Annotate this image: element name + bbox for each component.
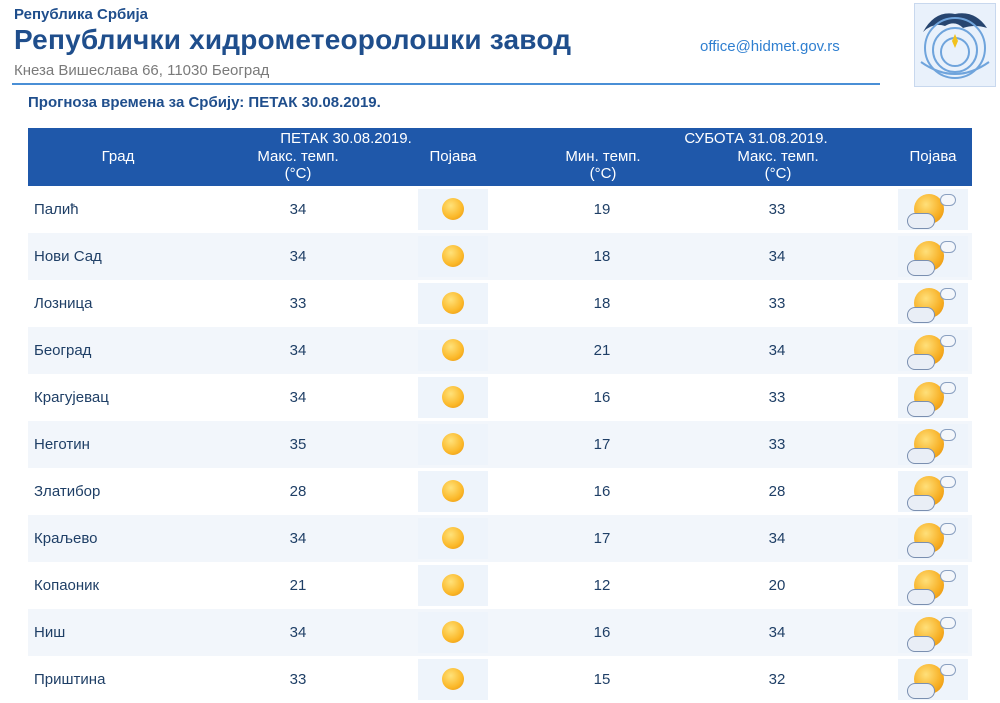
day1-header: ПЕТАК 30.08.2019. (280, 130, 412, 147)
sun-icon (442, 668, 464, 690)
day2-min-temp: 18 (593, 295, 611, 312)
day2-min-temp: 16 (593, 389, 611, 406)
sun-icon (442, 480, 464, 502)
day1-max-temp: 35 (289, 436, 307, 453)
sun-icon (442, 339, 464, 361)
table-row (28, 374, 972, 421)
city-name: Београд (34, 342, 92, 359)
table-row (28, 562, 972, 609)
day1-phenomenon (418, 471, 488, 512)
table-body (28, 186, 972, 703)
day1-max-temp: 34 (289, 342, 307, 359)
forecast-table (28, 128, 972, 703)
day1-max-temp: 33 (289, 671, 307, 688)
day2-phenomenon (898, 189, 968, 230)
logo-icon (915, 4, 995, 86)
table-row (28, 421, 972, 468)
day2-min-unit: (°C) (589, 165, 617, 182)
day2-min-temp: 17 (593, 530, 611, 547)
day1-max-temp: 34 (289, 389, 307, 406)
city-name: Неготин (34, 436, 90, 453)
day1-max-header (228, 148, 368, 182)
day1-phenomenon (418, 330, 488, 371)
day2-phenomenon (898, 565, 968, 606)
day2-max-temp: 33 (768, 389, 786, 406)
col-city-header: Град (101, 148, 135, 165)
day2-phenomenon (898, 283, 968, 324)
day2-min-temp: 16 (593, 624, 611, 641)
day2-min-temp: 19 (593, 201, 611, 218)
day1-max-label: Макс. темп. (257, 148, 339, 165)
table-row (28, 233, 972, 280)
day2-max-temp: 33 (768, 436, 786, 453)
table-row (28, 327, 972, 374)
day1-max-temp: 34 (289, 248, 307, 265)
forecast-title: Прогноза времена за Србију: ПЕТАК 30.08.2019. (28, 94, 381, 111)
day2-phenomenon (898, 659, 968, 700)
table-row (28, 468, 972, 515)
header-divider (12, 83, 880, 85)
table-header (28, 128, 972, 186)
day1-phenomenon (418, 565, 488, 606)
city-name: Приштина (34, 671, 106, 688)
city-name: Нови Сад (34, 248, 102, 265)
day2-min-temp: 15 (593, 671, 611, 688)
day1-phenomenon (418, 659, 488, 700)
day2-phenomenon (898, 377, 968, 418)
header-republic: Република Србија (14, 6, 149, 23)
rhmz-logo (914, 3, 996, 87)
day1-max-temp: 34 (289, 530, 307, 547)
city-name: Краљево (34, 530, 98, 547)
day1-max-temp: 34 (289, 201, 307, 218)
day2-min-temp: 17 (593, 436, 611, 453)
day2-max-temp: 34 (768, 342, 786, 359)
city-name: Златибор (34, 483, 101, 500)
table-row (28, 186, 972, 233)
table-row (28, 609, 972, 656)
day1-max-temp: 21 (289, 577, 307, 594)
day2-phenomenon (898, 424, 968, 465)
city-name: Лозница (34, 295, 93, 312)
city-name: Палић (34, 201, 79, 218)
day2-phenomenon (898, 612, 968, 653)
day2-min-temp: 12 (593, 577, 611, 594)
day1-phenomenon-header: Појава (429, 148, 477, 165)
day2-phenomenon (898, 330, 968, 371)
sun-icon (442, 245, 464, 267)
day2-max-temp: 32 (768, 671, 786, 688)
table-row (28, 656, 972, 703)
sun-icon (442, 386, 464, 408)
day1-phenomenon (418, 189, 488, 230)
sun-icon (442, 527, 464, 549)
page-title: Републички хидрометеоролошки завод (14, 24, 572, 55)
day2-max-temp: 33 (768, 201, 786, 218)
sun-icon (442, 292, 464, 314)
day1-phenomenon (418, 612, 488, 653)
day1-max-temp: 28 (289, 483, 307, 500)
day1-phenomenon (418, 283, 488, 324)
sun-icon (442, 433, 464, 455)
day1-max-unit: (°C) (284, 165, 312, 182)
sun-icon (442, 198, 464, 220)
day2-min-label: Мин. темп. (565, 148, 641, 165)
day1-phenomenon (418, 377, 488, 418)
day2-max-unit: (°C) (764, 165, 792, 182)
header-address: Кнеза Вишеслава 66, 11030 Београд (14, 62, 270, 79)
city-name: Копаоник (34, 577, 100, 594)
day2-phenomenon-header: Појава (909, 148, 957, 165)
day2-phenomenon (898, 236, 968, 277)
day2-max-temp: 34 (768, 624, 786, 641)
city-name: Крагујевац (34, 389, 109, 406)
day2-phenomenon (898, 518, 968, 559)
table-row (28, 280, 972, 327)
day1-max-temp: 34 (289, 624, 307, 641)
day2-min-temp: 18 (593, 248, 611, 265)
city-name: Ниш (34, 624, 66, 641)
day2-min-temp: 16 (593, 483, 611, 500)
day1-phenomenon (418, 236, 488, 277)
day1-phenomenon (418, 424, 488, 465)
day1-phenomenon (418, 518, 488, 559)
day1-max-temp: 33 (289, 295, 307, 312)
day2-max-temp: 34 (768, 248, 786, 265)
day2-min-header (533, 148, 673, 182)
day2-max-header (708, 148, 848, 182)
day2-min-temp: 21 (593, 342, 611, 359)
day2-max-temp: 20 (768, 577, 786, 594)
day2-header: СУБОТА 31.08.2019. (684, 130, 828, 147)
day2-max-temp: 28 (768, 483, 786, 500)
day2-phenomenon (898, 471, 968, 512)
email-link[interactable]: office@hidmet.gov.rs (700, 38, 840, 55)
table-row (28, 515, 972, 562)
sun-icon (442, 621, 464, 643)
day2-max-temp: 34 (768, 530, 786, 547)
day2-max-label: Макс. темп. (737, 148, 819, 165)
sun-icon (442, 574, 464, 596)
day2-max-temp: 33 (768, 295, 786, 312)
